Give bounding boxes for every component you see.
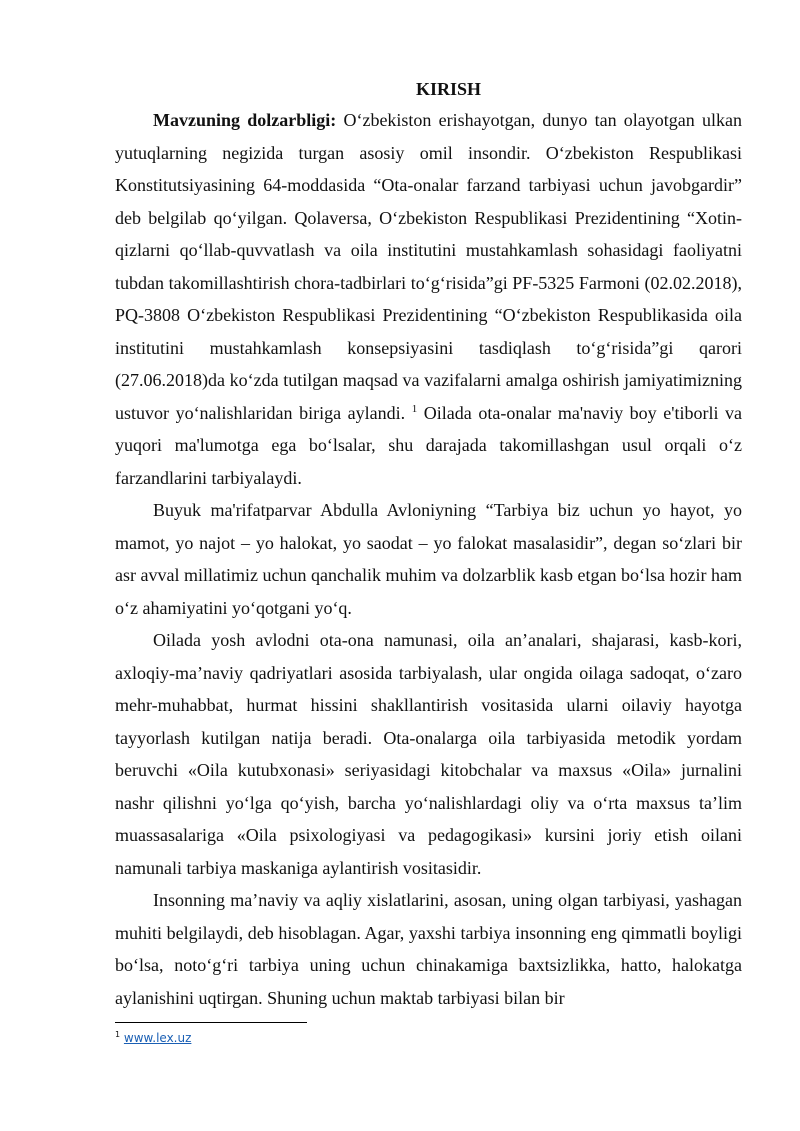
paragraph-lead: Mavzuning dolzarbligi: xyxy=(153,110,337,130)
document-page xyxy=(115,74,742,1014)
page-title: KIRISH xyxy=(415,79,482,99)
paragraph-avloniy: Buyuk ma'rifatparvar Abdulla Avloniyning “Tarbiya biz uchun yo hayot, yo mamot, yo najot – yo halokat, yo saodat – yo falokat masalasidir”, degan so‘zlari bir asr avval millatimiz uchun qanchalik muhim va dolzarblik kasb etgan bo‘lsa hozir ham o‘z ahamiyatini yo‘qotgani yo‘q. xyxy=(115,500,742,618)
paragraph-family-upbringing: Oilada yosh avlodni ota-ona namunasi, oila an’analari, shajarasi, kasb-kori, axloqiy-ma’naviy qadriyatlari asosida tarbiyalash, ular ongida oilaga sadoqat, o‘zaro mehr-muhabbat, hurmat hissini shakllantirish vositasida ularni oilaviy hayotga tayyorlash kutilgan natija beradi. Ota-onalarga oila tarbiyasida metodik yordam beruvchi «Oila kutubxonasi» seriyasidagi kitobchalar va maxsus «Oila» jurnalini nashr qilishni yo‘lga qo‘yish, barcha yo‘nalishlardagi oliy va o‘rta maxsus ta’lim muassasalariga «Oila psixologiyasi va pedagogikasi» kursini joriy etish oilani namunali tarbiya maskaniga aylantirish vositasidir. xyxy=(115,630,742,878)
footnote-separator xyxy=(115,1022,307,1023)
paragraph-relevance xyxy=(115,104,742,494)
paragraph-text: O‘zbekiston erishayotgan, dunyo tan olayotgan ulkan yutuqlarning negizida turgan asosiy omil insondir. O‘zbekiston Respublikasi Konstitutsiyasining 64-moddasida “Ota-onalar farzand tarbiyasi uchun javobgardir” deb belgilab qo‘yilgan. Qolaversa, O‘zbekiston Respublikasi Prezidentining “Xotin-qizlarni qo‘llab-quvvatlash va oila institutini mustahkamlash sohasidagi faoliyatni tubdan takomillashtirish chora-tadbirlari to‘g‘risida”gi PF-5325 Farmoni (02.02.2018), PQ-3808 O‘zbekiston Respublikasi Prezidentining “O‘zbekiston Respublikasida oila institutini mustahkamlash konsepsiyasini tasdiqlash to‘g‘risida”gi qarori (27.06.2018)da ko‘zda tutilgan maqsad va vazifalarni amalga oshirish jamiyatimizning ustuvor yo‘nalishlaridan biriga aylandi. xyxy=(115,110,742,423)
paragraph-text: Oilada ota-onalar ma'naviy boy e'tiborli va yuqori ma'lumotga ega bo‘lsalar, shu darajada takomillashgan usul orqali o‘z farzandlarini tarbiyalaydi. xyxy=(115,402,743,488)
footnote-link[interactable]: www.lex.uz xyxy=(123,1031,192,1045)
footnote-reference[interactable]: 1 xyxy=(411,402,418,415)
footnote-number: 1 xyxy=(115,1030,121,1039)
footnote xyxy=(115,1030,191,1046)
paragraph-spiritual-qualities: Insonning ma’naviy va aqliy xislatlarini, asosan, uning olgan tarbiyasi, yashagan muhiti belgilaydi, deb hisoblagan. Agar, yaxshi tarbiya insonning eng qimmatli boyligi bo‘lsa, noto‘g‘ri tarbiya uning uchun chinakamiga baxtsizlikka, hatto, halokatga aylanishini uqtirgan. Shuning uchun maktab tarbiyasi bilan bir xyxy=(115,890,742,1008)
